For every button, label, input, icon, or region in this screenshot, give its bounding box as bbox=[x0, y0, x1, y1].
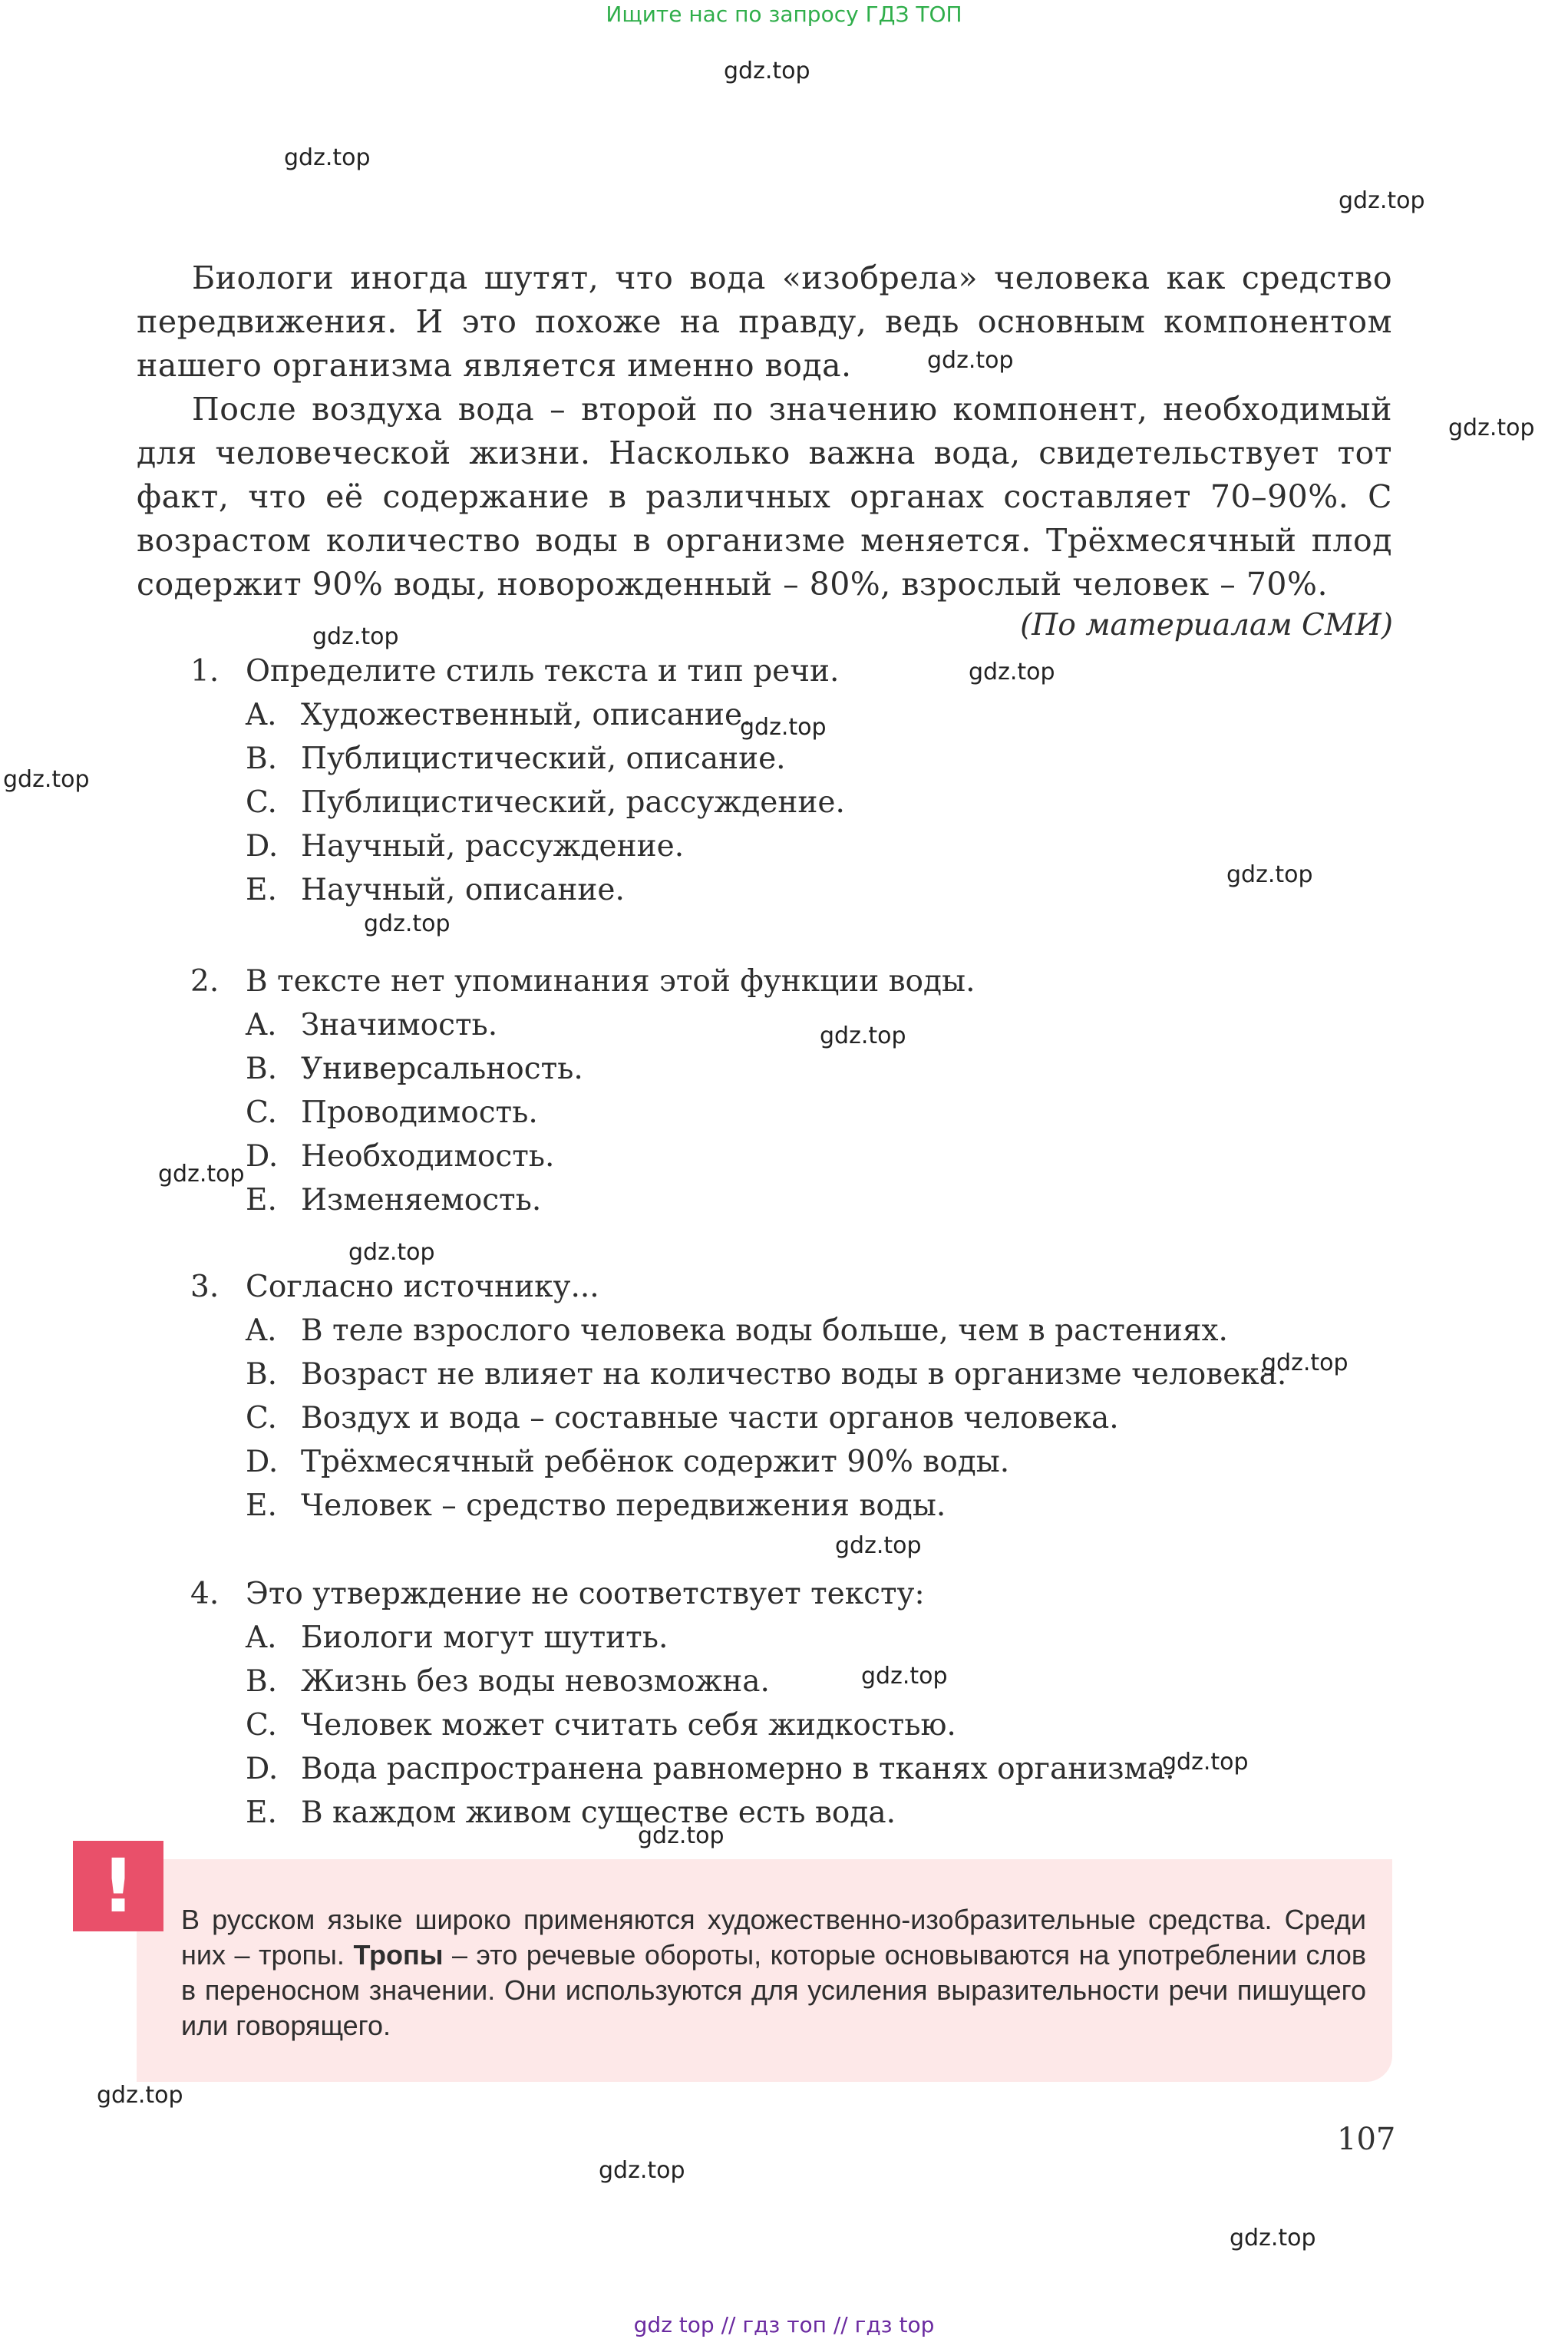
question-text: В тексте нет упоминания этой функции воды. bbox=[246, 964, 975, 999]
watermark: gdz.top bbox=[724, 58, 810, 84]
passage-source: (По материалам СМИ) bbox=[1020, 608, 1393, 643]
option-text: Необходимость. bbox=[301, 1139, 555, 1174]
option-letter: E. bbox=[246, 1796, 277, 1830]
option-letter: C. bbox=[246, 785, 277, 820]
option-letter: A. bbox=[246, 698, 277, 732]
footer-links[interactable]: gdz top // гдз топ // гдз top bbox=[633, 2312, 935, 2337]
option-letter: B. bbox=[246, 1664, 278, 1699]
answer-option[interactable] bbox=[190, 1747, 1174, 1791]
option-text: Жизнь без воды невозможна. bbox=[301, 1664, 770, 1699]
answer-option[interactable] bbox=[190, 1047, 975, 1091]
rule-term: Тропы bbox=[353, 1939, 444, 1971]
question-text: Согласно источнику... bbox=[246, 1270, 599, 1304]
option-letter: C. bbox=[246, 1095, 277, 1130]
option-letter: B. bbox=[246, 742, 278, 776]
option-text: Публицистический, рассуждение. bbox=[301, 785, 845, 820]
watermark: gdz.top bbox=[1230, 2225, 1316, 2251]
option-letter: D. bbox=[246, 1139, 279, 1174]
option-text: В каждом живом существе есть вода. bbox=[301, 1796, 896, 1830]
watermark: gdz.top bbox=[158, 1161, 245, 1188]
watermark: gdz.top bbox=[927, 347, 1014, 374]
option-letter: C. bbox=[246, 1401, 277, 1435]
passage-paragraph: Биологи иногда шутят, что вода «изобрела» человека как средство передвижения. И это похоже на правду, ведь основным компонентом нашего организма является именно вода. bbox=[137, 259, 1392, 384]
answer-option[interactable] bbox=[190, 737, 845, 781]
option-text: В теле взрослого человека воды больше, чем в растениях. bbox=[301, 1313, 1228, 1348]
answer-option[interactable] bbox=[190, 1703, 1174, 1747]
answer-option[interactable] bbox=[190, 1440, 1286, 1484]
watermark: gdz.top bbox=[348, 1239, 435, 1266]
watermark: gdz.top bbox=[969, 659, 1055, 686]
watermark: gdz.top bbox=[861, 1663, 948, 1690]
exclamation-icon: ! bbox=[73, 1841, 163, 1931]
watermark: gdz.top bbox=[3, 766, 90, 793]
option-letter: E. bbox=[246, 1488, 277, 1523]
rule-text bbox=[181, 1902, 1366, 2043]
question-text: Определите стиль текста и тип речи. bbox=[246, 654, 840, 689]
option-text: Универсальность. bbox=[301, 1052, 583, 1086]
reading-passage bbox=[137, 256, 1392, 606]
option-text: Изменяемость. bbox=[301, 1183, 542, 1217]
rule-text-intro: В русском языке широко применяются художественно-изобразительные средства. Среди них – тропы. bbox=[181, 1904, 1366, 1971]
option-text: Значимость. bbox=[301, 1008, 498, 1042]
watermark: gdz.top bbox=[284, 144, 371, 171]
answer-option[interactable] bbox=[190, 1091, 975, 1135]
answer-option[interactable] bbox=[190, 1353, 1286, 1396]
option-text: Научный, рассуждение. bbox=[301, 829, 685, 864]
watermark: gdz.top bbox=[1226, 861, 1313, 888]
question-prompt bbox=[190, 649, 845, 693]
question-3 bbox=[190, 1265, 1286, 1528]
question-text: Это утверждение не соответствует тексту: bbox=[246, 1577, 925, 1611]
option-letter: A. bbox=[246, 1313, 277, 1348]
answer-option[interactable] bbox=[190, 1616, 1174, 1660]
watermark: gdz.top bbox=[312, 623, 399, 650]
answer-option[interactable] bbox=[190, 693, 845, 737]
watermark: gdz.top bbox=[1339, 187, 1425, 214]
question-prompt bbox=[190, 1265, 1286, 1309]
option-letter: B. bbox=[246, 1052, 278, 1086]
answer-option[interactable] bbox=[190, 1309, 1286, 1353]
option-text: Вода распространена равномерно в тканях организма. bbox=[301, 1752, 1175, 1786]
watermark: gdz.top bbox=[835, 1532, 922, 1559]
answer-option[interactable] bbox=[190, 1003, 975, 1047]
option-letter: D. bbox=[246, 829, 279, 864]
question-2 bbox=[190, 960, 975, 1222]
watermark: gdz.top bbox=[1448, 415, 1535, 441]
watermark: gdz.top bbox=[638, 1822, 725, 1849]
top-banner[interactable]: Ищите нас по запросу ГДЗ ТОП bbox=[606, 2, 962, 27]
question-number: 4. bbox=[190, 1577, 220, 1611]
watermark: gdz.top bbox=[1262, 1350, 1348, 1376]
answer-option[interactable] bbox=[190, 1791, 1174, 1835]
question-number: 2. bbox=[190, 964, 220, 999]
option-letter: B. bbox=[246, 1357, 278, 1392]
answer-option[interactable] bbox=[190, 1135, 975, 1178]
watermark: gdz.top bbox=[599, 2157, 685, 2184]
page-number: 107 bbox=[1337, 2122, 1396, 2157]
option-text: Проводимость. bbox=[301, 1095, 538, 1130]
option-letter: C. bbox=[246, 1708, 277, 1743]
option-letter: A. bbox=[246, 1008, 277, 1042]
option-text: Человек может считать себя жидкостью. bbox=[301, 1708, 956, 1743]
answer-option[interactable] bbox=[190, 781, 845, 824]
question-prompt bbox=[190, 1572, 1174, 1616]
option-text: Воздух и вода – составные части органов человека. bbox=[301, 1401, 1119, 1435]
watermark: gdz.top bbox=[97, 2082, 183, 2109]
option-text: Художественный, описание. bbox=[301, 698, 752, 732]
option-letter: E. bbox=[246, 1183, 277, 1217]
watermark: gdz.top bbox=[820, 1022, 906, 1049]
option-letter: D. bbox=[246, 1445, 279, 1479]
passage-paragraph: После воздуха вода – второй по значению компонент, необходимый для человеческой жизни. Насколько важна вода, свидетельствует тот факт, что её содержание в различных органах составляет 70–90%. С возрастом количество воды в организме меняется. Трёхмесячный плод содержит 90% воды, новорожденный – 80%, взрослый человек – 70%. bbox=[137, 391, 1392, 603]
option-text: Публицистический, описание. bbox=[301, 742, 786, 776]
watermark: gdz.top bbox=[740, 714, 827, 741]
answer-option[interactable] bbox=[190, 1178, 975, 1222]
answer-option[interactable] bbox=[190, 1484, 1286, 1528]
option-letter: E. bbox=[246, 873, 277, 907]
question-number: 1. bbox=[190, 654, 220, 689]
option-text: Научный, описание. bbox=[301, 873, 625, 907]
question-number: 3. bbox=[190, 1270, 220, 1304]
option-text: Возраст не влияет на количество воды в организме человека. bbox=[301, 1357, 1287, 1392]
answer-option[interactable] bbox=[190, 868, 845, 912]
question-prompt bbox=[190, 960, 975, 1003]
option-text: Трёхмесячный ребёнок содержит 90% воды. bbox=[301, 1445, 1010, 1479]
answer-option[interactable] bbox=[190, 1396, 1286, 1440]
answer-option[interactable] bbox=[190, 824, 845, 868]
option-text: Биологи могут шутить. bbox=[301, 1620, 668, 1655]
watermark: gdz.top bbox=[1162, 1749, 1249, 1776]
question-1 bbox=[190, 649, 845, 912]
question-4 bbox=[190, 1572, 1174, 1835]
option-letter: D. bbox=[246, 1752, 279, 1786]
option-letter: A. bbox=[246, 1620, 277, 1655]
option-text: Человек – средство передвижения воды. bbox=[301, 1488, 946, 1523]
rule-text-definition: – это речевые обороты, которые основываются на употреблении слов в переносном значении. Они используются для усиления выразительности речи пишущего или говорящего. bbox=[181, 1939, 1367, 2041]
watermark: gdz.top bbox=[364, 910, 451, 937]
answer-option[interactable] bbox=[190, 1660, 1174, 1703]
